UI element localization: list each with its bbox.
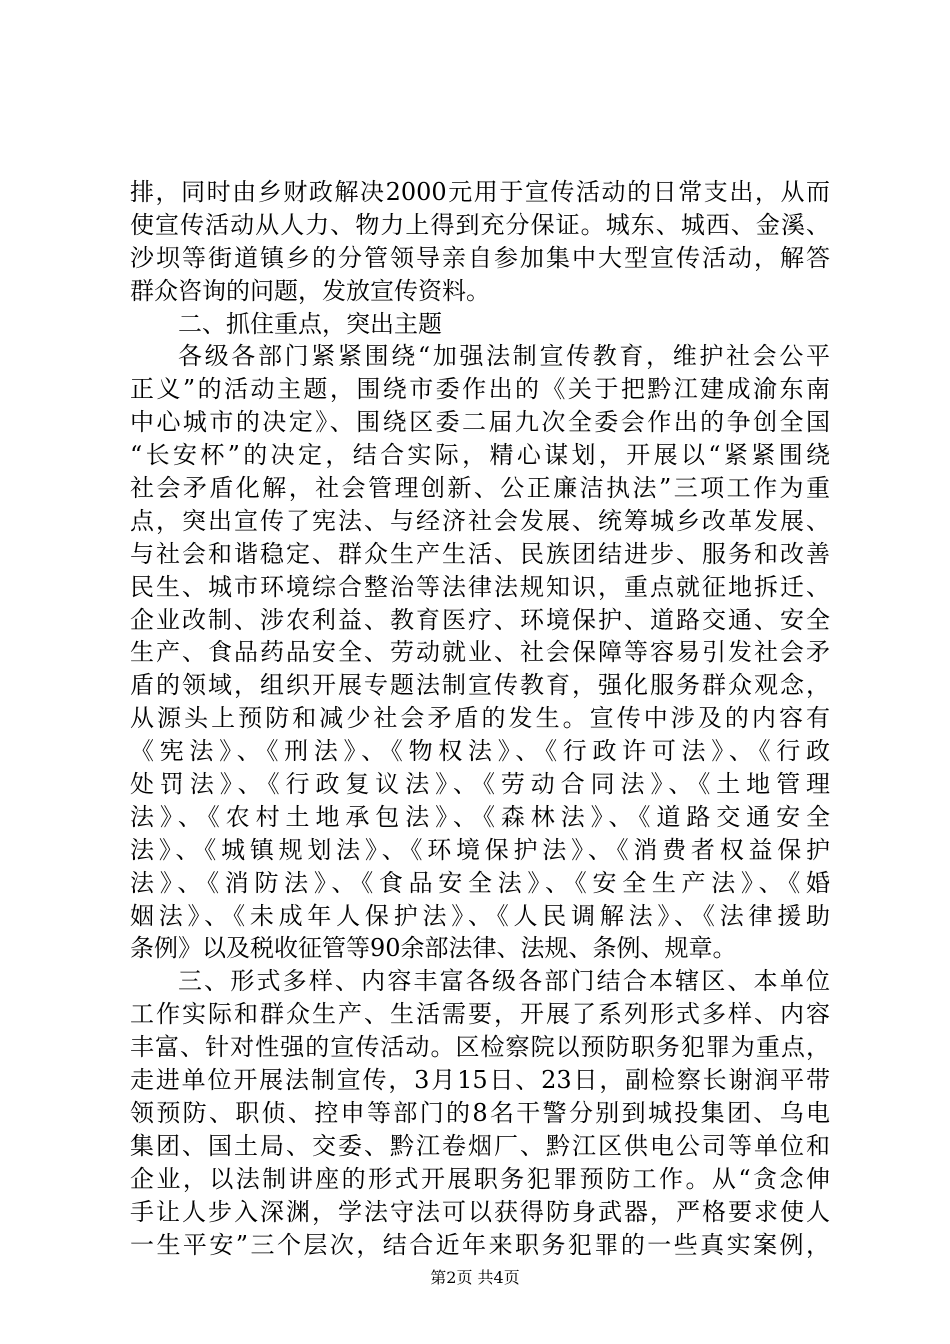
text-line: 企业，以法制讲座的形式开展职务犯罪预防工作。从“贪念伸: [130, 1164, 830, 1193]
text-line: 工作实际和群众生产、生活需要，开展了系列形式多样、内容: [130, 1000, 830, 1029]
text-line: 法》、《城镇规划法》、《环境保护法》、《消费者权益保护: [130, 835, 830, 864]
text-line: 姻法》、《未成年人保护法》、《人民调解法》、《法律援助: [130, 901, 830, 930]
text-line: 排，同时由乡财政解决2000元用于宣传活动的日常支出，从而: [130, 178, 830, 206]
text-line: 走进单位开展法制宣传，3月15日、23日，副检察长谢润平带: [130, 1066, 830, 1095]
text-line: 盾的领域，组织开展专题法制宣传教育，强化服务群众观念，: [130, 671, 830, 700]
text-line: 《宪法》、《刑法》、《物权法》、《行政许可法》、《行政: [130, 737, 830, 766]
text-line: 从源头上预防和减少社会矛盾的发生。宣传中涉及的内容有: [130, 704, 830, 733]
text-line: 与社会和谐稳定、群众生产生活、民族团结进步、服务和改善: [130, 539, 830, 568]
page-footer: 第2页 共4页: [430, 1268, 520, 1287]
text-line: 民生、城市环境综合整治等法律法规知识，重点就征地拆迁、: [130, 572, 830, 601]
text-line: 沙坝等街道镇乡的分管领导亲自参加集中大型宣传活动，解答: [130, 243, 830, 272]
text-line: 点，突出宣传了宪法、与经济社会发展、统筹城乡改革发展、: [130, 506, 830, 535]
text-line: 三、形式多样、内容丰富各级各部门结合本辖区、本单位: [178, 967, 830, 996]
text-line: 群众咨询的问题，发放宣传资料。: [130, 276, 490, 305]
text-line: 中心城市的决定》、围绕区委二届九次全委会作出的争创全国: [130, 408, 830, 437]
text-line: 处罚法》、《行政复议法》、《劳动合同法》、《土地管理: [130, 770, 830, 799]
text-line: “长安杯”的决定，结合实际，精心谋划，开展以“紧紧围绕: [130, 441, 830, 470]
text-line: 集团、国土局、交委、黔江卷烟厂、黔江区供电公司等单位和: [130, 1131, 830, 1160]
text-line: 条例》以及税收征管等90余部法律、法规、条例、规章。: [130, 934, 737, 963]
text-line: 一生平安”三个层次，结合近年来职务犯罪的一些真实案例，: [130, 1230, 830, 1259]
text-line: 丰富、针对性强的宣传活动。区检察院以预防职务犯罪为重点，: [130, 1033, 830, 1062]
text-line: 使宣传活动从人力、物力上得到充分保证。城东、城西、金溪、: [130, 210, 830, 239]
text-line: 生产、食品药品安全、劳动就业、社会保障等容易引发社会矛: [130, 638, 830, 667]
text-line: 手让人步入深渊，学法守法可以获得防身武器，严格要求使人: [130, 1197, 830, 1226]
text-line: 各级各部门紧紧围绕“加强法制宣传教育，维护社会公平: [178, 342, 830, 371]
text-line: 法》、《农村土地承包法》、《森林法》、《道路交通安全: [130, 802, 830, 831]
text-line: 正义”的活动主题，围绕市委作出的《关于把黔江建成渝东南: [130, 375, 830, 404]
text-line: 领预防、职侦、控申等部门的8名干警分别到城投集团、乌电: [130, 1098, 830, 1127]
text-line: 法》、《消防法》、《食品安全法》、《安全生产法》、《婚: [130, 868, 830, 897]
text-line: 企业改制、涉农利益、教育医疗、环境保护、道路交通、安全: [130, 605, 830, 634]
document-body: [130, 176, 830, 1261]
text-line: 二、抓住重点，突出主题: [178, 309, 442, 338]
text-line: 社会矛盾化解，社会管理创新、公正廉洁执法”三项工作为重: [130, 474, 830, 503]
